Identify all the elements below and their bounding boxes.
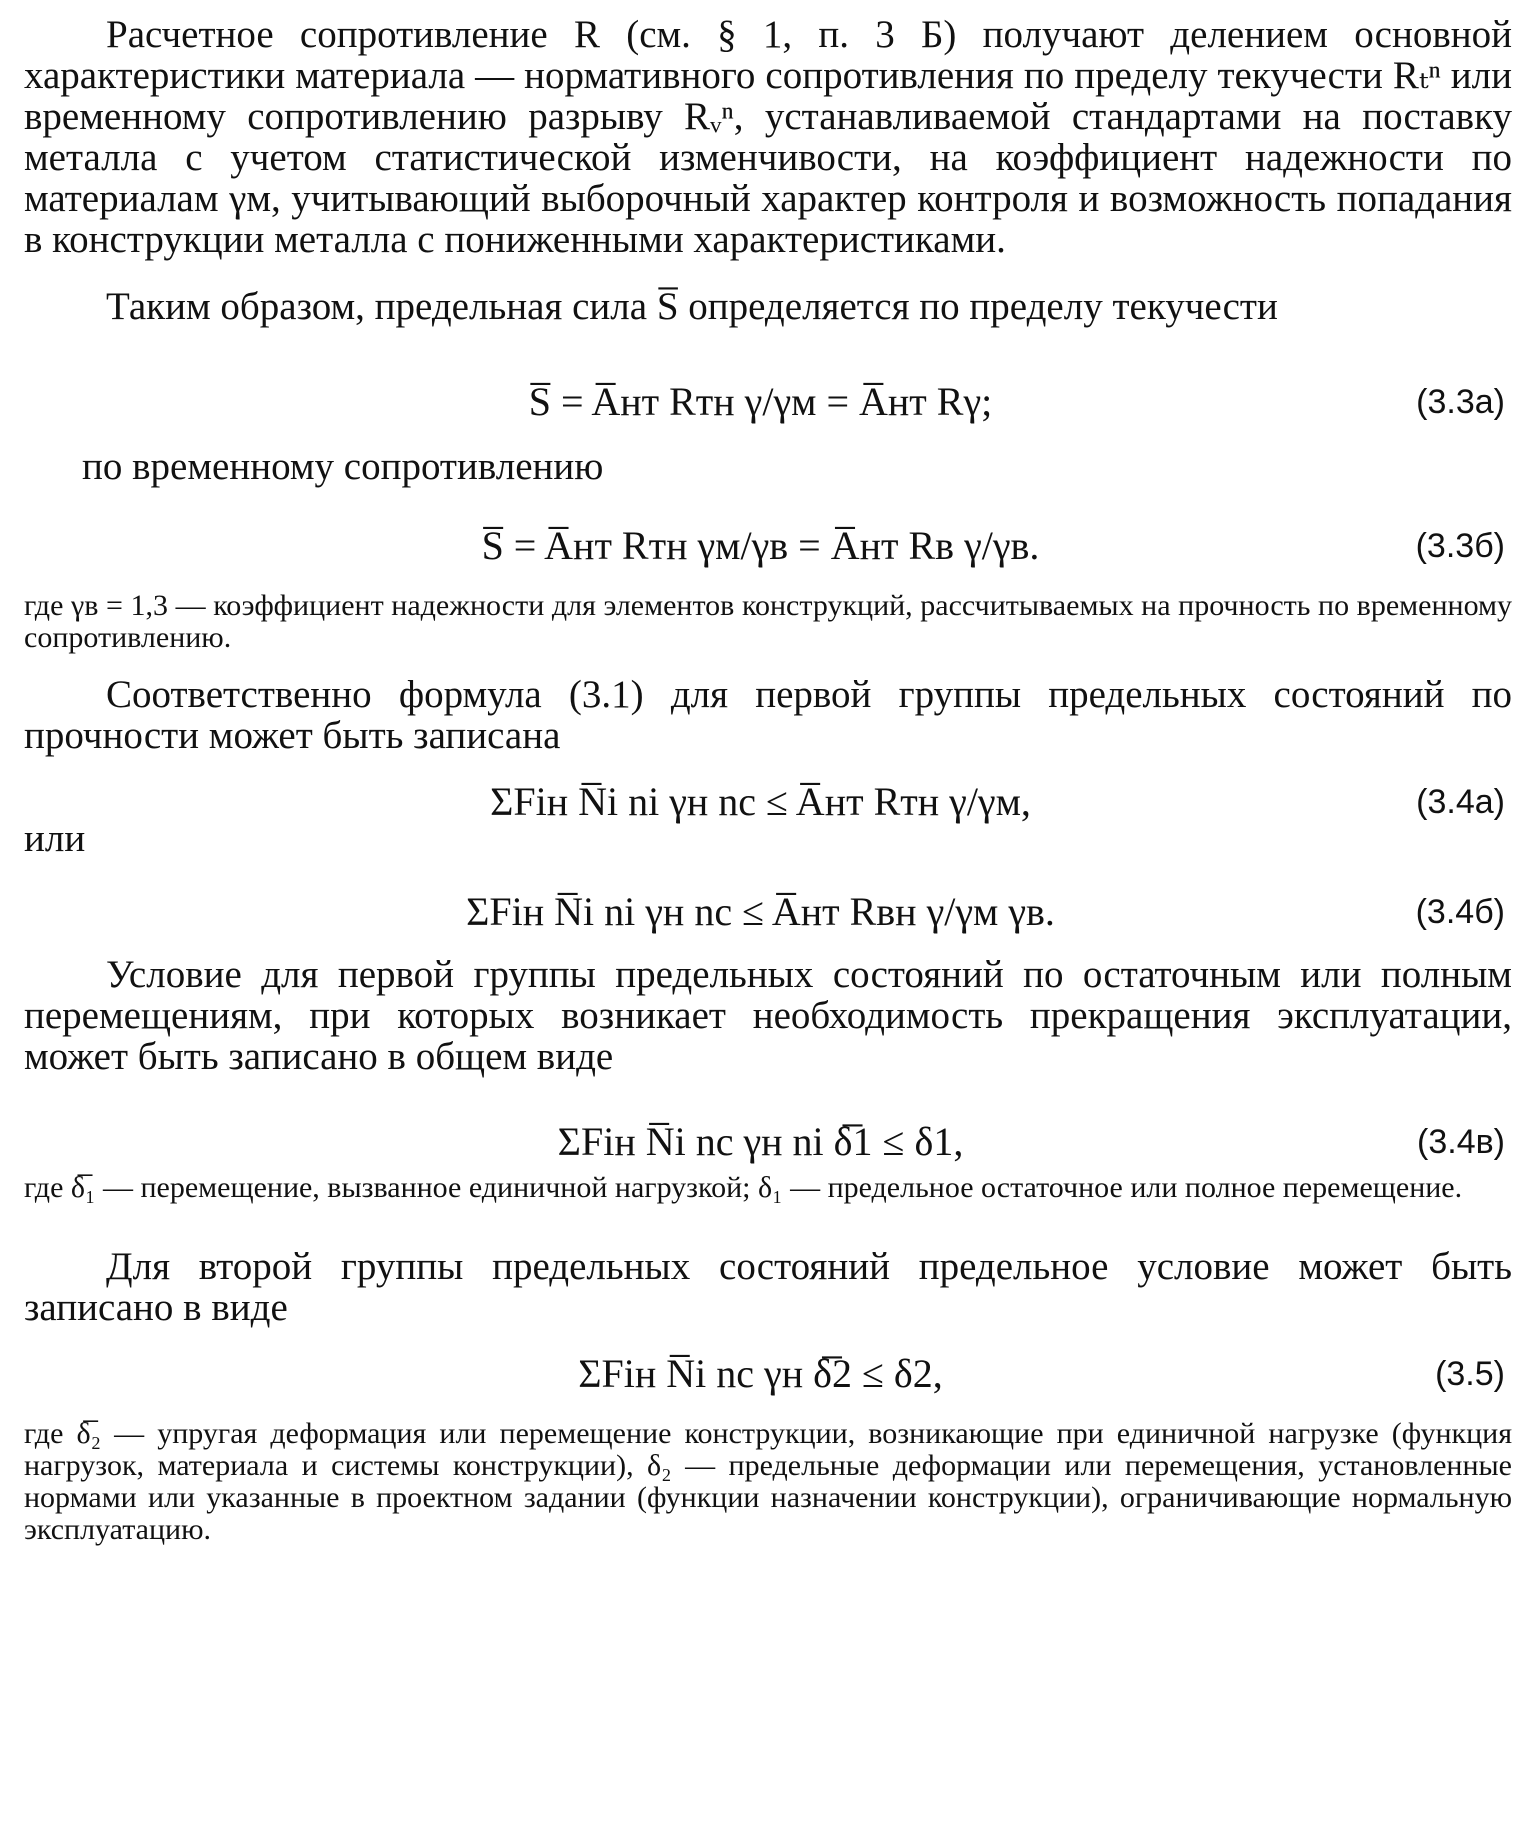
paragraph-limit-force-yield: Таким образом, предельная сила S̅ определяется по пределу текучести	[106, 285, 1278, 328]
equation-3-3b-number: (3.3б)	[1415, 527, 1505, 565]
text-or: или	[24, 817, 86, 860]
note-delta-1: где δ̅₁ — перемещение, вызванное единичной нагрузкой; δ₁ — предельное остаточное или полное перемещение.	[24, 1171, 1463, 1204]
equation-3-5-number: (3.5)	[1435, 1355, 1505, 1393]
note-gamma-b: где γв = 1,3 — коэффициент надежности для элементов конструкций, рассчитываемых на прочность по временному сопротивлению.	[24, 589, 1512, 654]
paragraph-temporary-resistance: по временному сопротивлению	[82, 445, 604, 488]
paragraph-first-group-displacements: Условие для первой группы предельных состояний по остаточным или полным перемещениям, при которых возникает необходимость прекращения эксплуатации, может быть записано в общем виде	[24, 953, 1512, 1078]
equation-3-4v	[0, 1114, 1521, 1170]
equation-3-3a-number: (3.3а)	[1416, 383, 1505, 421]
equation-3-3a	[0, 374, 1521, 430]
equation-3-4v-number: (3.4в)	[1417, 1123, 1505, 1161]
equation-3-5-formula: ΣFiн N̅i nc γн δ̅2 ≤ δ2,	[578, 1351, 943, 1396]
equation-3-4a-number: (3.4а)	[1416, 783, 1505, 821]
equation-3-4b-formula: ΣFiн N̅i ni γн nc ≤ A̅нт Rвн γ/γм γв.	[466, 889, 1055, 934]
paragraph-design-resistance: Расчетное сопротивление R (см. § 1, п. 3 Б) получают делением основной характеристики материала — нормативного сопротивления по пределу текучести Rₜⁿ или временному сопротивлению разрыву Rᵥⁿ, устанавливаемой стандартами на поставку металла с учетом статистической изменчивости, на коэффициент надежности по материалам γм, учитывающий выборочный характер контроля и возможность попадания в конструкции металла с пониженными характеристиками.	[24, 13, 1512, 261]
equation-3-3a-formula: S̅ = A̅нт Rтн γ/γм = A̅нт Rγ;	[528, 379, 993, 424]
note-delta-2: где δ̅₂ — упругая деформация или перемещение конструкции, возникающие при единичной нагрузке (функция нагрузок, материала и системы конструкции), δ₂ — предельные деформации или перемещения, установленные нормами или указанные в проектном задании (функции назначении конструкции), ограничивающие нормальную эксплуатацию.	[24, 1417, 1512, 1546]
equation-3-4a-formula: ΣFiн N̅i ni γн nc ≤ A̅нт Rтн γ/γм,	[490, 779, 1031, 824]
equation-3-3b	[0, 518, 1521, 574]
equation-3-4b-number: (3.4б)	[1415, 893, 1505, 931]
paragraph-second-group: Для второй группы предельных состояний предельное условие может быть записано в виде	[24, 1245, 1512, 1329]
equation-3-4v-formula: ΣFiн N̅i nc γн ni δ̅1 ≤ δ1,	[557, 1119, 964, 1164]
equation-3-5	[0, 1346, 1521, 1402]
paragraph-first-group-strength: Соответственно формула (3.1) для первой группы предельных состояний по прочности может быть записана	[24, 673, 1512, 757]
equation-3-4b	[0, 884, 1521, 940]
equation-3-3b-formula: S̅ = A̅нт Rтн γм/γв = A̅нт Rв γ/γв.	[481, 523, 1040, 568]
